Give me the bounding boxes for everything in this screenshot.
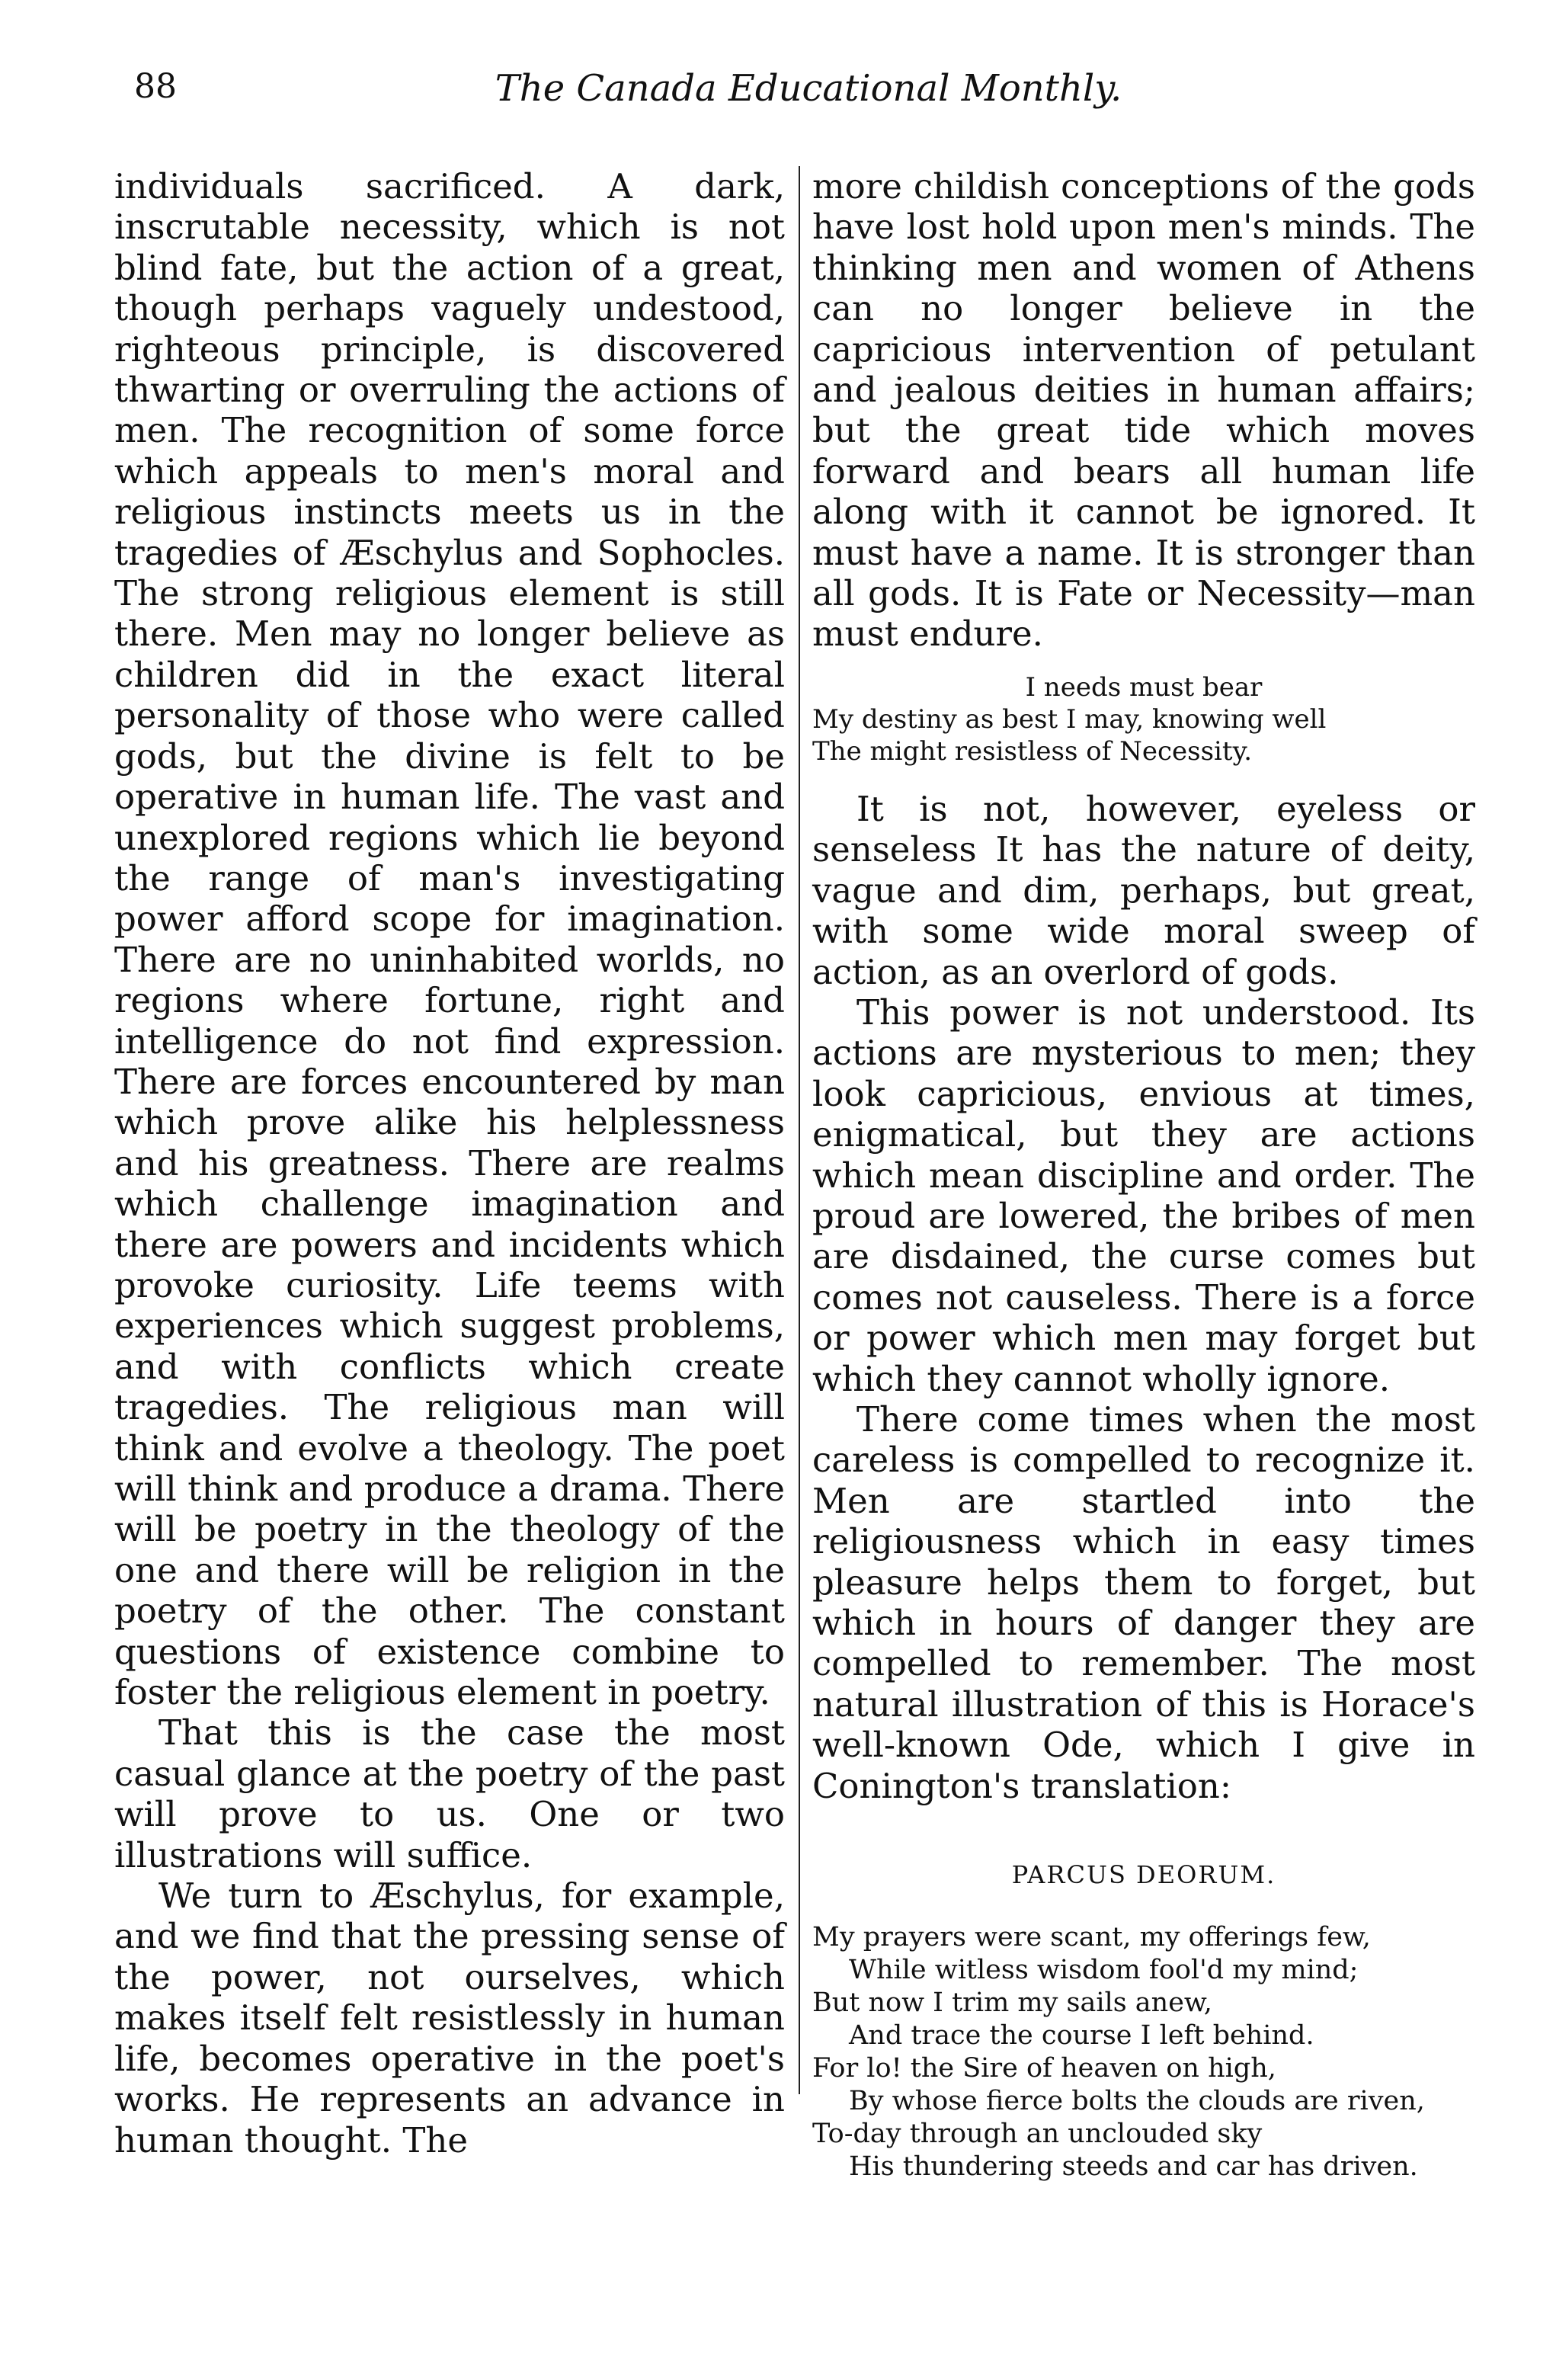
poem-line: While witless wisdom fool'd my mind; bbox=[849, 1955, 1359, 1986]
left-column bbox=[114, 166, 785, 2161]
quote-line: I needs must bear bbox=[1025, 671, 1263, 703]
column-divider bbox=[799, 166, 800, 2094]
poem-line: By whose fierce bolts the clouds are riven, bbox=[849, 2086, 1425, 2117]
quote-line: My destiny as best I may, knowing well bbox=[812, 703, 1327, 735]
poem bbox=[812, 1921, 1475, 2183]
left-paragraph-2: That this is the case the most casual glance at the poetry of the past will prove to us. One or two illustrations will suffice. bbox=[114, 1712, 785, 1875]
left-paragraph-3: We turn to Æschylus, for example, and we find that the pressing sense of the power, not ourselves, which makes itself felt resistlessly in human life, becomes operative in the poet's works. He represents an advance in human thought. The bbox=[114, 1875, 785, 2161]
right-paragraph-4: There come times when the most careless is compelled to recognize it. Men are startled into the religiousness which in easy times pleasure helps them to forget, but which in hours of danger they are compelled to remember. The most natural illustration of this is Horace's well-known Ode, which I give in Conington's translation: bbox=[812, 1398, 1475, 1806]
quote-line: The might resistless of Necessity. bbox=[812, 735, 1253, 767]
poem-line: My prayers were scant, my offerings few, bbox=[812, 1922, 1371, 1953]
poem-line: And trace the course I left behind. bbox=[849, 2020, 1314, 2052]
page-number: 88 bbox=[134, 67, 177, 106]
poem-line: His thundering steeds and car has driven. bbox=[849, 2151, 1418, 2183]
poem-line: For lo! the Sire of heaven on high, bbox=[812, 2053, 1276, 2084]
running-header bbox=[134, 67, 1483, 120]
journal-title: The Canada Educational Monthly. bbox=[495, 67, 1122, 110]
right-paragraph-2: It is not, however, eyeless or senseless It has the nature of deity, vague and dim, perhaps, but great, with some wide moral sweep of action, as an overlord of gods. bbox=[812, 788, 1475, 992]
right-paragraph-3: This power is not understood. Its actions are mysterious to men; they look capricious, envious at times, enigmatical, but they are actions which mean discipline and order. The proud are lowered, the bribes of men are disdained, the curse comes but comes not causeless. There is a force or power which men may forget but which they cannot wholly ignore. bbox=[812, 991, 1475, 1399]
poem-title: PARCUS DEORUM. bbox=[1011, 1860, 1276, 1890]
poem-line: But now I trim my sails anew, bbox=[812, 1988, 1212, 2019]
block-quote bbox=[812, 671, 1475, 767]
right-column bbox=[812, 166, 1475, 2183]
poem-line: To-day through an unclouded sky bbox=[812, 2119, 1263, 2150]
right-paragraph-1: more childish conceptions of the gods have lost hold upon men's minds. The thinking men and women of Athens can no longer believe in the capricious intervention of petulant and jealous deities in human affairs; but the great tide which moves forward and bears all human life along with it cannot be ignored. It must have a name. It is stronger than all gods. It is Fate or Necessity—man must endure. bbox=[812, 166, 1475, 655]
left-paragraph-1: individuals sacrificed. A dark, inscrutable necessity, which is not blind fate, but the action of a great, though perhaps vaguely undestood, righteous principle, is discovered thwarting or overruling the actions of men. The recognition of some force which appeals to men's moral and religious instincts meets us in the tragedies of Æschylus and Sophocles. The strong religious element is still there. Men may no longer believe as children did in the exact literal personality of those who were called gods, but the divine is felt to be operative in human life. The vast and unexplored regions which lie beyond the range of man's investigating power afford scope for imagination. There are no uninhabited worlds, no regions where fortune, right and intelligence do not find expression. There are forces encountered by man which prove alike his helplessness and his greatness. There are realms which challenge imagination and there are powers and incidents which provoke curiosity. Life teems with experiences which suggest problems, and with conflicts which create tragedies. The religious man will think and evolve a theology. The poet will think and produce a drama. There will be poetry in the theology of the one and there will be religion in the poetry of the other. The constant questions of existence combine to foster the religious element in poetry. bbox=[114, 166, 785, 1713]
